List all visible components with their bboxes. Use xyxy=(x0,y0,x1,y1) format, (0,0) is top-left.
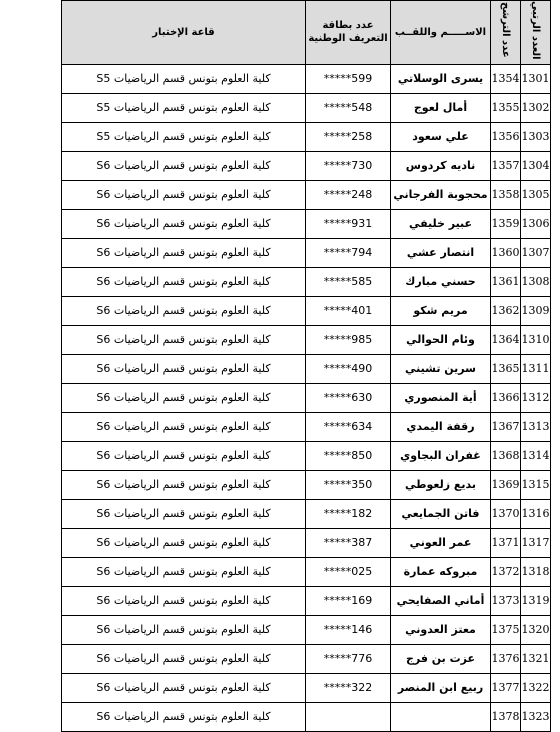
cell-national-id: *****634 xyxy=(306,412,391,441)
cell-exam-room: كلية العلوم بتونس قسم الرياضيات S6 xyxy=(62,615,306,644)
cell-serial-number: 1322 xyxy=(521,673,551,702)
cell-full-name: يسرى الوسلاتي xyxy=(391,64,491,93)
cell-candidate-number: 1369 xyxy=(491,470,521,499)
cell-candidate-number: 1370 xyxy=(491,499,521,528)
cell-serial-number: 1323 xyxy=(521,702,551,731)
cell-full-name: انتصار عشي xyxy=(391,238,491,267)
cell-national-id: *****490 xyxy=(306,354,391,383)
cell-candidate-number: 1376 xyxy=(491,644,521,673)
cell-serial-number: 1312 xyxy=(521,383,551,412)
table-row xyxy=(62,615,551,644)
cell-candidate-number: 1373 xyxy=(491,586,521,615)
cell-full-name xyxy=(391,702,491,731)
cell-national-id: *****248 xyxy=(306,180,391,209)
cell-exam-room: كلية العلوم بتونس قسم الرياضيات S5 xyxy=(62,122,306,151)
cell-national-id: *****599 xyxy=(306,64,391,93)
table-row xyxy=(62,702,551,731)
cell-full-name: أماني الصفايحي xyxy=(391,586,491,615)
cell-exam-room: كلية العلوم بتونس قسم الرياضيات S6 xyxy=(62,673,306,702)
cell-candidate-number: 1361 xyxy=(491,267,521,296)
cell-serial-number: 1308 xyxy=(521,267,551,296)
table-row xyxy=(62,354,551,383)
table-row xyxy=(62,470,551,499)
table-row xyxy=(62,673,551,702)
cell-full-name: ربيع ابن المنصر xyxy=(391,673,491,702)
cell-national-id: *****401 xyxy=(306,296,391,325)
table-row xyxy=(62,238,551,267)
cell-national-id: *****548 xyxy=(306,93,391,122)
cell-full-name: معتز العدوني xyxy=(391,615,491,644)
cell-full-name: سرين تشيني xyxy=(391,354,491,383)
cell-candidate-number: 1359 xyxy=(491,209,521,238)
cell-full-name: علي سعود xyxy=(391,122,491,151)
cell-candidate-number: 1357 xyxy=(491,151,521,180)
cell-national-id: *****985 xyxy=(306,325,391,354)
cell-serial-number: 1309 xyxy=(521,296,551,325)
cell-exam-room: كلية العلوم بتونس قسم الرياضيات S6 xyxy=(62,557,306,586)
cell-full-name: وئام الحوالي xyxy=(391,325,491,354)
cell-national-id: *****258 xyxy=(306,122,391,151)
table-row xyxy=(62,209,551,238)
table-header-row xyxy=(62,1,551,65)
cell-exam-room: كلية العلوم بتونس قسم الرياضيات S6 xyxy=(62,238,306,267)
cell-exam-room: كلية العلوم بتونس قسم الرياضيات S6 xyxy=(62,209,306,238)
cell-serial-number: 1310 xyxy=(521,325,551,354)
header-serial-number: العدد الرتبي xyxy=(521,1,551,65)
cell-full-name: رقفة اليمدي xyxy=(391,412,491,441)
cell-full-name: فاتن الجمايعي xyxy=(391,499,491,528)
header-exam-room: قاعة الإختبار xyxy=(62,1,306,65)
cell-candidate-number: 1367 xyxy=(491,412,521,441)
cell-serial-number: 1321 xyxy=(521,644,551,673)
table-row xyxy=(62,644,551,673)
cell-candidate-number: 1354 xyxy=(491,64,521,93)
cell-exam-room: كلية العلوم بتونس قسم الرياضيات S6 xyxy=(62,151,306,180)
cell-national-id: *****146 xyxy=(306,615,391,644)
table-row xyxy=(62,64,551,93)
cell-full-name: حسني مبارك xyxy=(391,267,491,296)
candidates-table xyxy=(61,0,551,732)
cell-serial-number: 1301 xyxy=(521,64,551,93)
cell-national-id: *****182 xyxy=(306,499,391,528)
cell-full-name: غفران البجاوي xyxy=(391,441,491,470)
cell-national-id: *****322 xyxy=(306,673,391,702)
table-row xyxy=(62,412,551,441)
cell-full-name: عزت بن فرج xyxy=(391,644,491,673)
table-row xyxy=(62,586,551,615)
cell-national-id: *****931 xyxy=(306,209,391,238)
cell-national-id: *****169 xyxy=(306,586,391,615)
cell-exam-room: كلية العلوم بتونس قسم الرياضيات S6 xyxy=(62,296,306,325)
cell-full-name: مبروكه عمارة xyxy=(391,557,491,586)
table-row xyxy=(62,528,551,557)
cell-national-id: *****730 xyxy=(306,151,391,180)
cell-candidate-number: 1372 xyxy=(491,557,521,586)
cell-serial-number: 1317 xyxy=(521,528,551,557)
cell-serial-number: 1303 xyxy=(521,122,551,151)
cell-serial-number: 1315 xyxy=(521,470,551,499)
cell-national-id: *****585 xyxy=(306,267,391,296)
cell-exam-room: كلية العلوم بتونس قسم الرياضيات S6 xyxy=(62,499,306,528)
table-row xyxy=(62,180,551,209)
table-row xyxy=(62,441,551,470)
cell-full-name: مريم شكو xyxy=(391,296,491,325)
cell-candidate-number: 1356 xyxy=(491,122,521,151)
table-row xyxy=(62,122,551,151)
cell-serial-number: 1318 xyxy=(521,557,551,586)
cell-serial-number: 1305 xyxy=(521,180,551,209)
cell-serial-number: 1306 xyxy=(521,209,551,238)
cell-exam-room: كلية العلوم بتونس قسم الرياضيات S5 xyxy=(62,64,306,93)
cell-full-name: محجوبة الفرجاني xyxy=(391,180,491,209)
cell-exam-room: كلية العلوم بتونس قسم الرياضيات S6 xyxy=(62,180,306,209)
cell-national-id: *****025 xyxy=(306,557,391,586)
cell-full-name: ناديه كردوس xyxy=(391,151,491,180)
table-row xyxy=(62,93,551,122)
cell-exam-room: كلية العلوم بتونس قسم الرياضيات S6 xyxy=(62,412,306,441)
cell-national-id: *****387 xyxy=(306,528,391,557)
cell-exam-room: كلية العلوم بتونس قسم الرياضيات S6 xyxy=(62,528,306,557)
cell-serial-number: 1314 xyxy=(521,441,551,470)
cell-serial-number: 1304 xyxy=(521,151,551,180)
table-row xyxy=(62,267,551,296)
cell-candidate-number: 1366 xyxy=(491,383,521,412)
table-row xyxy=(62,499,551,528)
table-body xyxy=(62,64,551,731)
cell-exam-room: كلية العلوم بتونس قسم الرياضيات S5 xyxy=(62,93,306,122)
cell-national-id xyxy=(306,702,391,731)
cell-candidate-number: 1375 xyxy=(491,615,521,644)
cell-full-name: عبير خليفي xyxy=(391,209,491,238)
table-row xyxy=(62,557,551,586)
cell-full-name: عمر العوني xyxy=(391,528,491,557)
cell-exam-room: كلية العلوم بتونس قسم الرياضيات S6 xyxy=(62,470,306,499)
cell-serial-number: 1319 xyxy=(521,586,551,615)
cell-serial-number: 1320 xyxy=(521,615,551,644)
cell-serial-number: 1313 xyxy=(521,412,551,441)
table-row xyxy=(62,383,551,412)
cell-candidate-number: 1355 xyxy=(491,93,521,122)
cell-exam-room: كلية العلوم بتونس قسم الرياضيات S6 xyxy=(62,325,306,354)
cell-exam-room: كلية العلوم بتونس قسم الرياضيات S6 xyxy=(62,383,306,412)
cell-serial-number: 1311 xyxy=(521,354,551,383)
cell-candidate-number: 1377 xyxy=(491,673,521,702)
cell-national-id: *****794 xyxy=(306,238,391,267)
cell-national-id: *****776 xyxy=(306,644,391,673)
cell-exam-room: كلية العلوم بتونس قسم الرياضيات S6 xyxy=(62,354,306,383)
table-row xyxy=(62,151,551,180)
cell-candidate-number: 1368 xyxy=(491,441,521,470)
cell-candidate-number: 1360 xyxy=(491,238,521,267)
cell-national-id: *****850 xyxy=(306,441,391,470)
cell-candidate-number: 1365 xyxy=(491,354,521,383)
cell-exam-room: كلية العلوم بتونس قسم الرياضيات S6 xyxy=(62,586,306,615)
cell-national-id: *****350 xyxy=(306,470,391,499)
cell-full-name: أية المنصوري xyxy=(391,383,491,412)
cell-full-name: أمال لعوج xyxy=(391,93,491,122)
table-row xyxy=(62,325,551,354)
cell-candidate-number: 1371 xyxy=(491,528,521,557)
cell-national-id: *****630 xyxy=(306,383,391,412)
cell-exam-room: كلية العلوم بتونس قسم الرياضيات S6 xyxy=(62,702,306,731)
cell-full-name: بديع زلعوطي xyxy=(391,470,491,499)
header-candidate-number: عدد الترشح xyxy=(491,1,521,65)
cell-serial-number: 1316 xyxy=(521,499,551,528)
cell-candidate-number: 1362 xyxy=(491,296,521,325)
table-row xyxy=(62,296,551,325)
cell-exam-room: كلية العلوم بتونس قسم الرياضيات S6 xyxy=(62,267,306,296)
cell-serial-number: 1302 xyxy=(521,93,551,122)
cell-serial-number: 1307 xyxy=(521,238,551,267)
cell-exam-room: كلية العلوم بتونس قسم الرياضيات S6 xyxy=(62,441,306,470)
cell-candidate-number: 1378 xyxy=(491,702,521,731)
header-full-name: الاســـــم واللقــب xyxy=(391,1,491,65)
header-national-id: عدد بطاقة التعريف الوطنية xyxy=(306,1,391,65)
cell-exam-room: كلية العلوم بتونس قسم الرياضيات S6 xyxy=(62,644,306,673)
cell-candidate-number: 1358 xyxy=(491,180,521,209)
cell-candidate-number: 1364 xyxy=(491,325,521,354)
